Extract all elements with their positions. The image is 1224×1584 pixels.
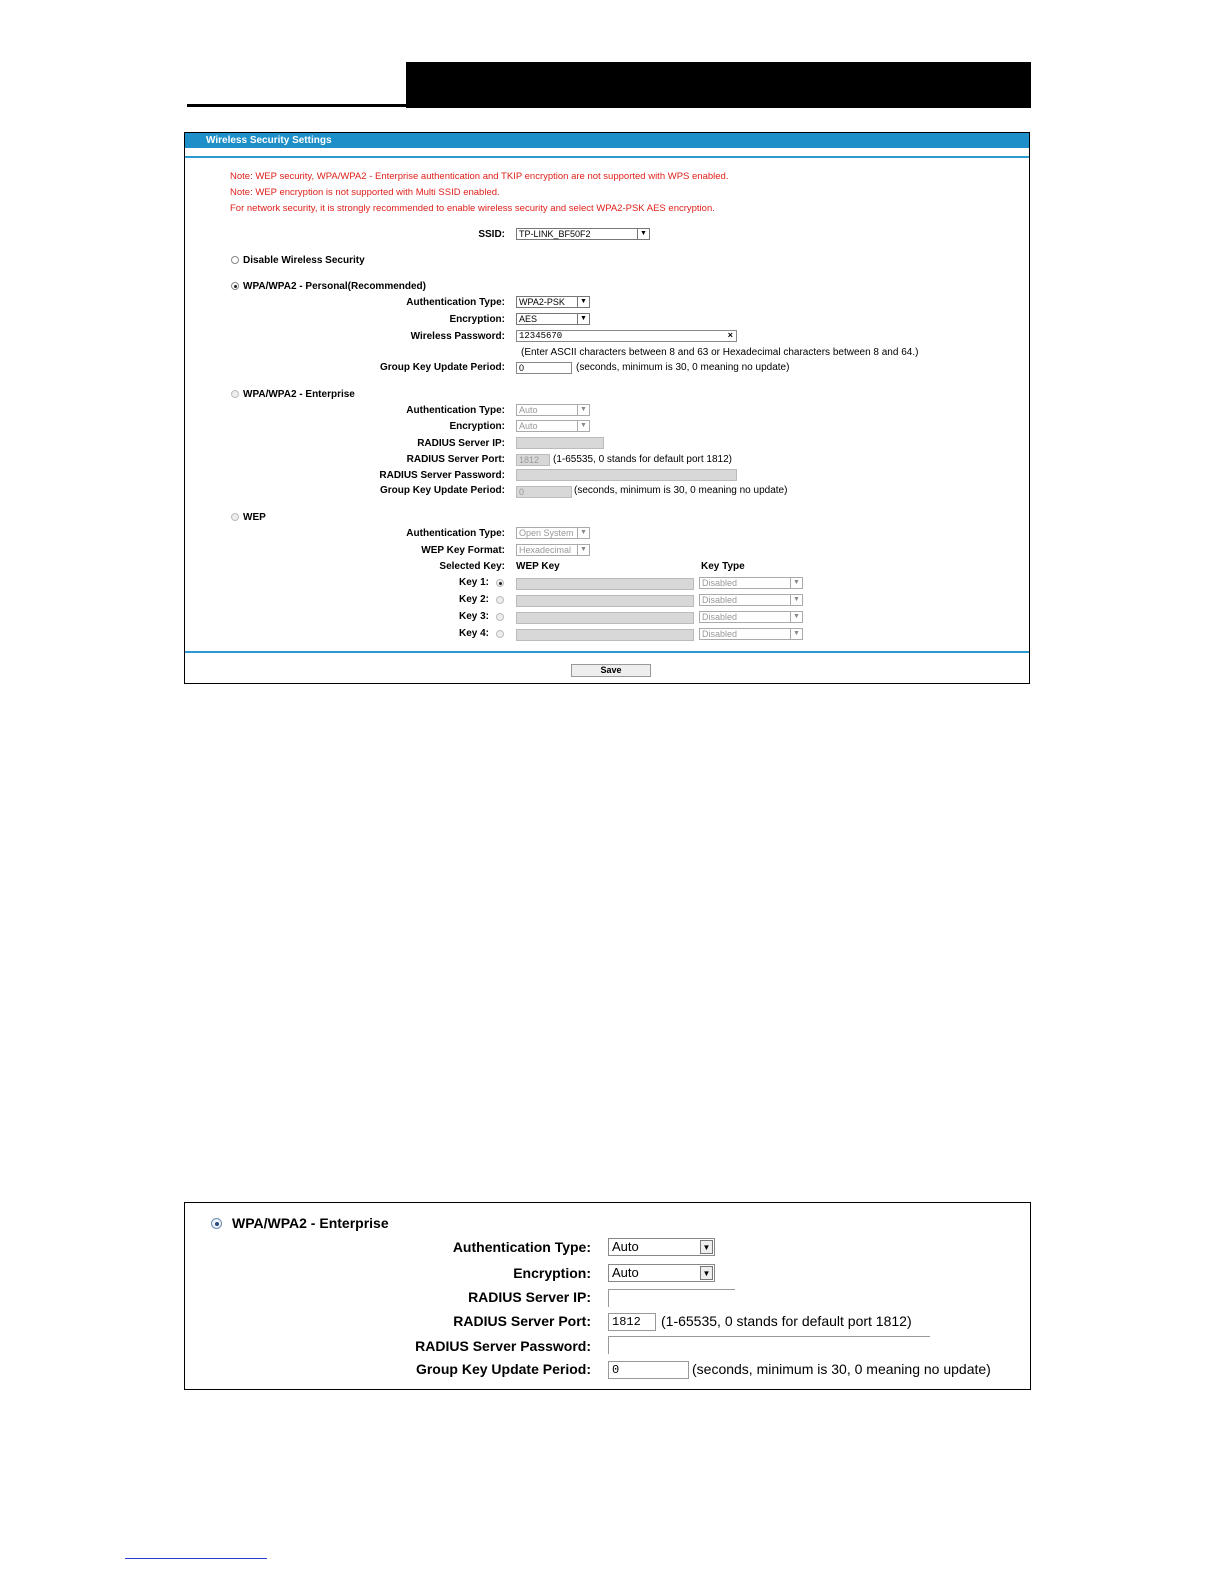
personal-gk-input[interactable]: 0 xyxy=(516,362,572,374)
key-4-input[interactable] xyxy=(516,629,694,641)
radius-port-label: RADIUS Server Port: xyxy=(406,454,505,465)
ent-gk-input[interactable]: 0 xyxy=(516,486,572,498)
password-input[interactable]: 12345670 × xyxy=(516,330,737,342)
divider xyxy=(185,651,1029,653)
key-3-input[interactable] xyxy=(516,612,694,624)
key-1-label: Key 1: xyxy=(458,577,489,588)
chevron-down-icon: ▼ xyxy=(577,314,589,324)
wep-auth-label: Authentication Type: xyxy=(406,528,505,539)
panel-title: Wireless Security Settings xyxy=(185,133,1029,148)
ent-enc-select[interactable]: Auto ▼ xyxy=(608,1264,715,1282)
personal-auth-label: Authentication Type: xyxy=(406,297,505,308)
radio-wep[interactable] xyxy=(231,513,239,521)
key-3-label: Key 3: xyxy=(458,611,489,622)
wep-option[interactable]: WEP xyxy=(231,512,266,523)
chevron-down-icon: ▼ xyxy=(700,1266,713,1280)
chevron-down-icon: ▼ xyxy=(790,629,802,639)
gk-hint: (seconds, minimum is 30, 0 meaning no update) xyxy=(692,1361,991,1377)
save-button[interactable]: Save xyxy=(571,664,651,677)
radius-ip-label: RADIUS Server IP: xyxy=(417,438,505,449)
key-2-type-select[interactable]: Disabled ▼ xyxy=(699,594,803,606)
note-wps: Note: WEP security, WPA/WPA2 - Enterprise authentication and TKIP encryption are not supported with WPS enabled. xyxy=(230,171,729,182)
key-1-radio[interactable] xyxy=(496,579,504,587)
personal-gk-label: Group Key Update Period: xyxy=(379,362,505,373)
chevron-down-icon: ▼ xyxy=(577,528,589,538)
key-2-input[interactable] xyxy=(516,595,694,607)
personal-option[interactable]: WPA/WPA2 - Personal(Recommended) xyxy=(231,281,426,292)
ent-enc-select[interactable]: Auto ▼ xyxy=(516,420,590,432)
radius-ip-input[interactable] xyxy=(608,1289,735,1307)
key-3-type-select[interactable]: Disabled ▼ xyxy=(699,611,803,623)
chevron-down-icon: ▼ xyxy=(577,297,589,307)
ent-auth-select[interactable]: Auto ▼ xyxy=(516,404,590,416)
radius-ip-label: RADIUS Server IP: xyxy=(468,1289,591,1305)
key-4-label: Key 4: xyxy=(458,628,489,639)
key-1-type-select[interactable]: Disabled ▼ xyxy=(699,577,803,589)
radius-port-label: RADIUS Server Port: xyxy=(453,1313,591,1329)
chevron-down-icon: ▼ xyxy=(790,595,802,605)
clear-icon[interactable]: × xyxy=(727,331,733,341)
enterprise-zoom-panel xyxy=(184,1202,1031,1390)
radius-port-input[interactable]: 1812 xyxy=(516,454,550,466)
ent-enc-label: Encryption: xyxy=(513,1265,591,1281)
personal-auth-select[interactable]: WPA2-PSK ▼ xyxy=(516,296,590,308)
chevron-down-icon: ▼ xyxy=(790,612,802,622)
ssid-select[interactable]: TP-LINK_BF50F2 ▼ xyxy=(516,228,650,240)
personal-gk-hint: (seconds, minimum is 30, 0 meaning no update) xyxy=(576,362,790,373)
chevron-down-icon: ▼ xyxy=(577,545,589,555)
radio-enterprise[interactable] xyxy=(231,390,239,398)
note-multi-ssid: Note: WEP encryption is not supported with Multi SSID enabled. xyxy=(230,187,500,198)
footer-link-underline[interactable] xyxy=(125,1558,267,1559)
key-2-radio[interactable] xyxy=(496,596,504,604)
personal-enc-label: Encryption: xyxy=(449,314,505,325)
radius-port-hint: (1-65535, 0 stands for default port 1812) xyxy=(661,1313,912,1329)
header-bar xyxy=(406,62,1031,108)
chevron-down-icon: ▼ xyxy=(577,421,589,431)
ent-auth-label: Authentication Type: xyxy=(452,1239,591,1255)
ent-enc-label: Encryption: xyxy=(449,421,505,432)
key-4-type-select[interactable]: Disabled ▼ xyxy=(699,628,803,640)
chevron-down-icon: ▼ xyxy=(700,1240,713,1254)
wep-key-column: WEP Key xyxy=(516,561,560,572)
radio-personal[interactable] xyxy=(231,282,239,290)
key-4-radio[interactable] xyxy=(496,630,504,638)
wep-auth-select[interactable]: Open System ▼ xyxy=(516,527,590,539)
chevron-down-icon: ▼ xyxy=(637,229,649,239)
key-1-input[interactable] xyxy=(516,578,694,590)
radius-port-input[interactable]: 1812 xyxy=(608,1313,656,1331)
header-rule xyxy=(187,104,407,107)
ent-auth-select[interactable]: Auto ▼ xyxy=(608,1238,715,1256)
enterprise-option[interactable]: WPA/WPA2 - Enterprise xyxy=(211,1215,389,1231)
disable-security-option[interactable]: Disable Wireless Security xyxy=(231,255,365,266)
wep-format-label: WEP Key Format: xyxy=(421,545,505,556)
key-2-label: Key 2: xyxy=(458,594,489,605)
password-hint: (Enter ASCII characters between 8 and 63 or Hexadecimal characters between 8 and 64.) xyxy=(521,347,919,358)
wireless-security-panel xyxy=(184,132,1030,684)
radius-password-label: RADIUS Server Password: xyxy=(379,470,505,481)
radio-enterprise[interactable] xyxy=(211,1218,222,1229)
gk-label: Group Key Update Period: xyxy=(415,1361,591,1377)
ent-gk-label: Group Key Update Period: xyxy=(379,485,505,496)
personal-enc-select[interactable]: AES ▼ xyxy=(516,313,590,325)
radius-password-input[interactable] xyxy=(608,1336,930,1354)
selected-key-label: Selected Key: xyxy=(439,561,505,572)
radio-disable[interactable] xyxy=(231,256,239,264)
wep-format-select[interactable]: Hexadecimal ▼ xyxy=(516,544,590,556)
radius-ip-input[interactable] xyxy=(516,437,604,449)
chevron-down-icon: ▼ xyxy=(790,578,802,588)
note-recommendation: For network security, it is strongly recommended to enable wireless security and select WPA2-PSK AES encryption. xyxy=(230,203,715,214)
ent-auth-label: Authentication Type: xyxy=(406,405,505,416)
radius-port-hint: (1-65535, 0 stands for default port 1812) xyxy=(553,454,733,465)
radius-password-input[interactable] xyxy=(516,469,737,481)
ent-gk-hint: (seconds, minimum is 30, 0 meaning no update) xyxy=(574,485,788,496)
key-3-radio[interactable] xyxy=(496,613,504,621)
gk-input[interactable]: 0 xyxy=(608,1361,689,1379)
enterprise-option[interactable]: WPA/WPA2 - Enterprise xyxy=(231,389,355,400)
divider xyxy=(185,156,1029,158)
chevron-down-icon: ▼ xyxy=(577,405,589,415)
ssid-label: SSID: xyxy=(478,229,505,240)
key-type-column: Key Type xyxy=(701,561,745,572)
password-label: Wireless Password: xyxy=(410,331,505,342)
radius-password-label: RADIUS Server Password: xyxy=(415,1338,591,1354)
